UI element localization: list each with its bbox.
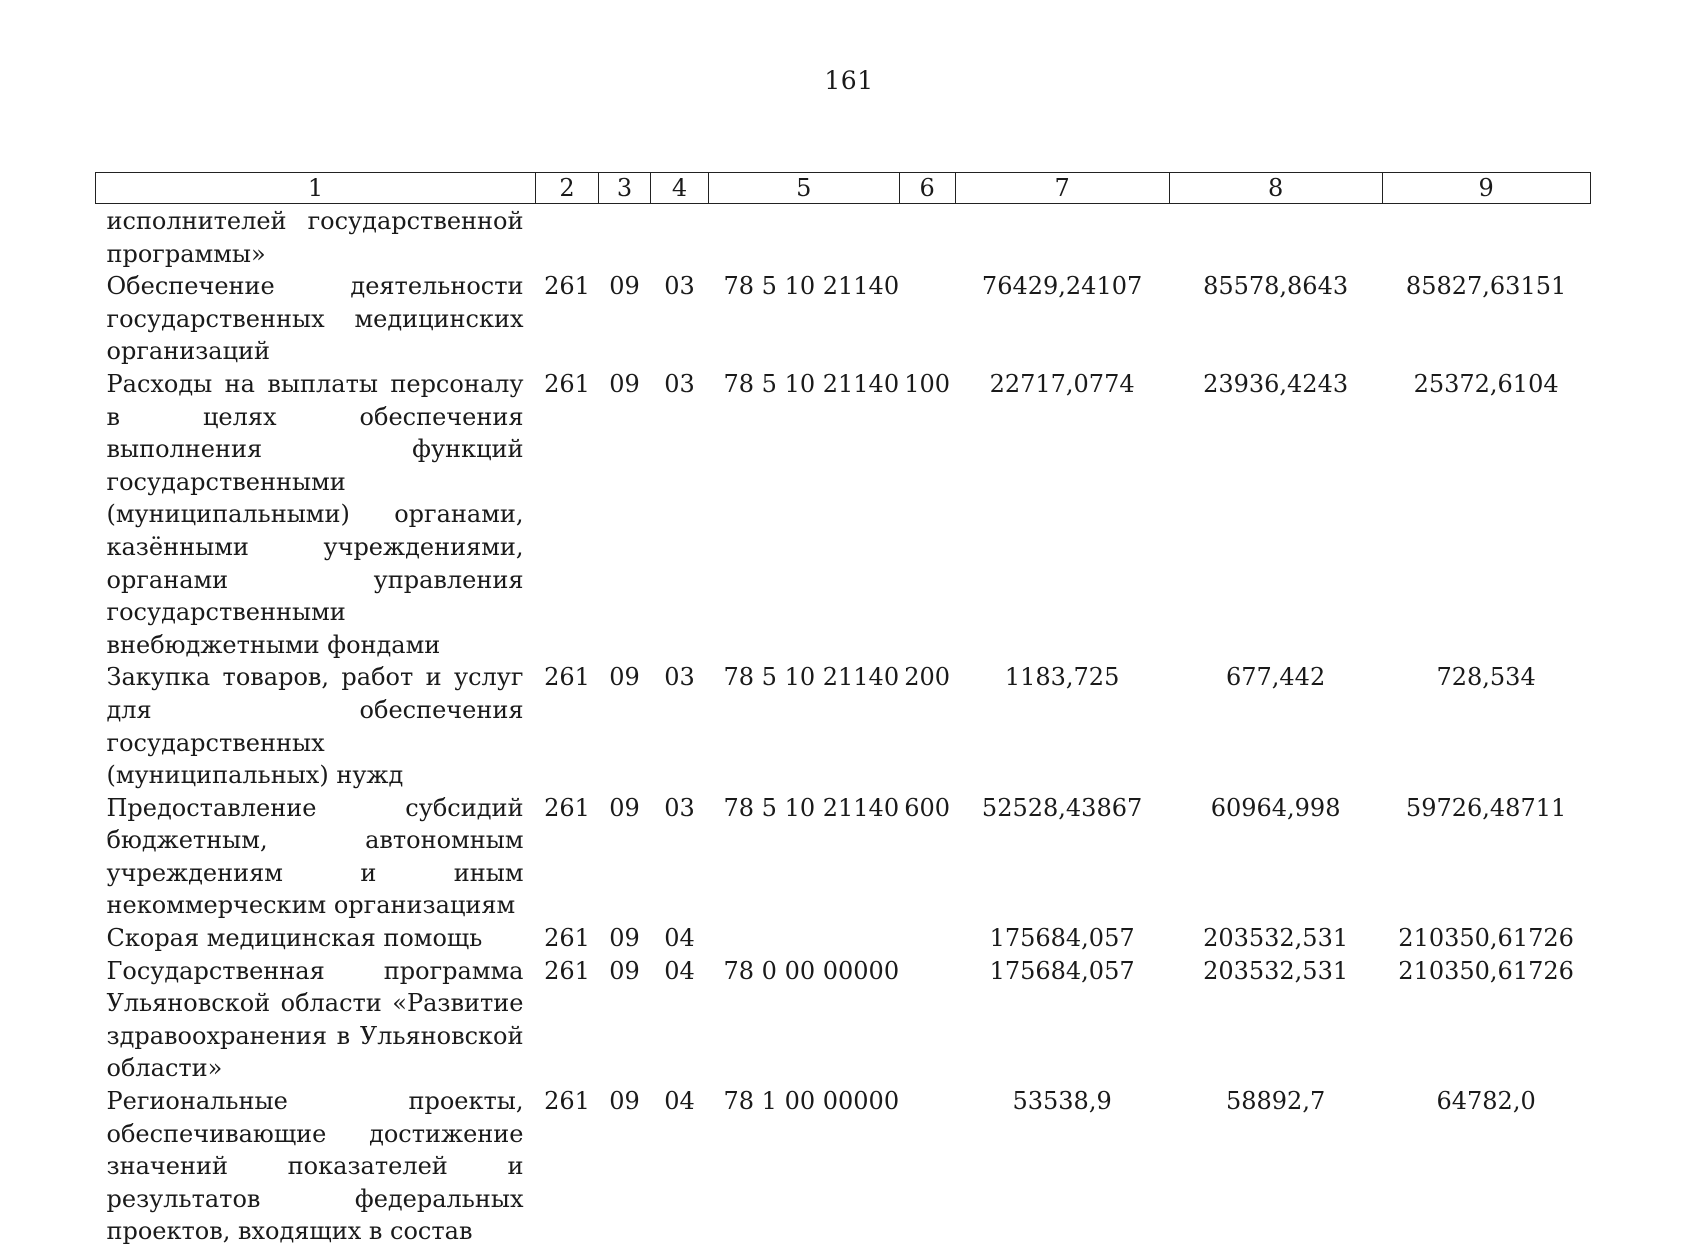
table-row	[96, 204, 1591, 271]
target-article-code: 78 5 10 21140	[709, 368, 900, 661]
subsection-code: 04	[651, 1085, 709, 1248]
section-code: 09	[599, 661, 651, 791]
ministry-code: 261	[536, 1085, 599, 1248]
subsection-code	[651, 204, 709, 271]
section-code: 09	[599, 955, 651, 1085]
ministry-code	[536, 204, 599, 271]
amount-col-8: 203532,531	[1169, 922, 1382, 955]
expense-type-code	[899, 922, 955, 955]
ministry-code: 261	[536, 922, 599, 955]
item-name: Государственная программа Ульяновской области «Развитие здравоохранения в Ульяновской области»	[96, 955, 536, 1085]
table-row	[96, 792, 1591, 922]
amount-col-9: 85827,63151	[1382, 270, 1590, 368]
amount-col-8: 85578,8643	[1169, 270, 1382, 368]
table-row	[96, 270, 1591, 368]
section-code: 09	[599, 270, 651, 368]
ministry-code: 261	[536, 955, 599, 1085]
amount-col-7: 22717,0774	[955, 368, 1169, 661]
expense-type-code	[899, 955, 955, 1085]
target-article-code: 78 5 10 21140	[709, 792, 900, 922]
table-header	[96, 173, 1591, 204]
expense-type-code: 200	[899, 661, 955, 791]
column-header-8: 8	[1169, 173, 1382, 204]
ministry-code: 261	[536, 792, 599, 922]
amount-col-7: 175684,057	[955, 955, 1169, 1085]
amount-col-9: 25372,6104	[1382, 368, 1590, 661]
amount-col-8: 58892,7	[1169, 1085, 1382, 1248]
target-article-code: 78 0 00 00000	[709, 955, 900, 1085]
amount-col-9: 210350,61726	[1382, 955, 1590, 1085]
table-row	[96, 661, 1591, 791]
target-article-code	[709, 922, 900, 955]
amount-col-7: 53538,9	[955, 1085, 1169, 1248]
item-name: Обеспечение деятельности государственных медицинских организаций	[96, 270, 536, 368]
subsection-code: 04	[651, 955, 709, 1085]
expense-type-code	[899, 204, 955, 271]
amount-col-7: 1183,725	[955, 661, 1169, 791]
subsection-code: 03	[651, 270, 709, 368]
ministry-code: 261	[536, 270, 599, 368]
ministry-code: 261	[536, 661, 599, 791]
expense-type-code: 600	[899, 792, 955, 922]
subsection-code: 03	[651, 792, 709, 922]
amount-col-8	[1169, 204, 1382, 271]
subsection-code: 03	[651, 368, 709, 661]
amount-col-7: 175684,057	[955, 922, 1169, 955]
item-name: Региональные проекты, обеспечивающие достижение значений показателей и результатов федеральных проектов, входящих в состав	[96, 1085, 536, 1248]
item-name: Закупка товаров, работ и услуг для обеспечения государственных (муниципальных) нужд	[96, 661, 536, 791]
item-name: исполнителей государственной программы»	[96, 204, 536, 271]
table-row	[96, 368, 1591, 661]
section-code: 09	[599, 1085, 651, 1248]
expense-type-code	[899, 1085, 955, 1248]
section-code: 09	[599, 368, 651, 661]
table-row	[96, 1085, 1591, 1248]
expense-type-code: 100	[899, 368, 955, 661]
column-header-6: 6	[899, 173, 955, 204]
column-header-2: 2	[536, 173, 599, 204]
item-name: Предоставление субсидий бюджетным, автономным учреждениям и иным некоммерческим организациям	[96, 792, 536, 922]
column-header-5: 5	[709, 173, 900, 204]
amount-col-8: 677,442	[1169, 661, 1382, 791]
subsection-code: 04	[651, 922, 709, 955]
column-header-3: 3	[599, 173, 651, 204]
expense-type-code	[899, 270, 955, 368]
subsection-code: 03	[651, 661, 709, 791]
target-article-code: 78 5 10 21140	[709, 661, 900, 791]
page-number: 161	[0, 66, 1698, 95]
table-row	[96, 955, 1591, 1085]
column-header-1: 1	[96, 173, 536, 204]
amount-col-8: 23936,4243	[1169, 368, 1382, 661]
section-code	[599, 204, 651, 271]
column-header-4: 4	[651, 173, 709, 204]
ministry-code: 261	[536, 368, 599, 661]
item-name: Расходы на выплаты персоналу в целях обеспечения выполнения функций государственными (муниципальными) органами, казёнными учреждениями, органами управления государственными внебюджетными фондами	[96, 368, 536, 661]
amount-col-8: 60964,998	[1169, 792, 1382, 922]
table-row	[96, 922, 1591, 955]
amount-col-7	[955, 204, 1169, 271]
target-article-code	[709, 204, 900, 271]
amount-col-9	[1382, 204, 1590, 271]
budget-table	[95, 172, 1591, 1248]
target-article-code: 78 1 00 00000	[709, 1085, 900, 1248]
amount-col-7: 52528,43867	[955, 792, 1169, 922]
amount-col-9: 59726,48711	[1382, 792, 1590, 922]
section-code: 09	[599, 922, 651, 955]
amount-col-9: 64782,0	[1382, 1085, 1590, 1248]
target-article-code: 78 5 10 21140	[709, 270, 900, 368]
table-body	[96, 204, 1591, 1248]
item-name: Скорая медицинская помощь	[96, 922, 536, 955]
column-header-7: 7	[955, 173, 1169, 204]
amount-col-9: 210350,61726	[1382, 922, 1590, 955]
amount-col-8: 203532,531	[1169, 955, 1382, 1085]
amount-col-9: 728,534	[1382, 661, 1590, 791]
amount-col-7: 76429,24107	[955, 270, 1169, 368]
column-header-9: 9	[1382, 173, 1590, 204]
section-code: 09	[599, 792, 651, 922]
